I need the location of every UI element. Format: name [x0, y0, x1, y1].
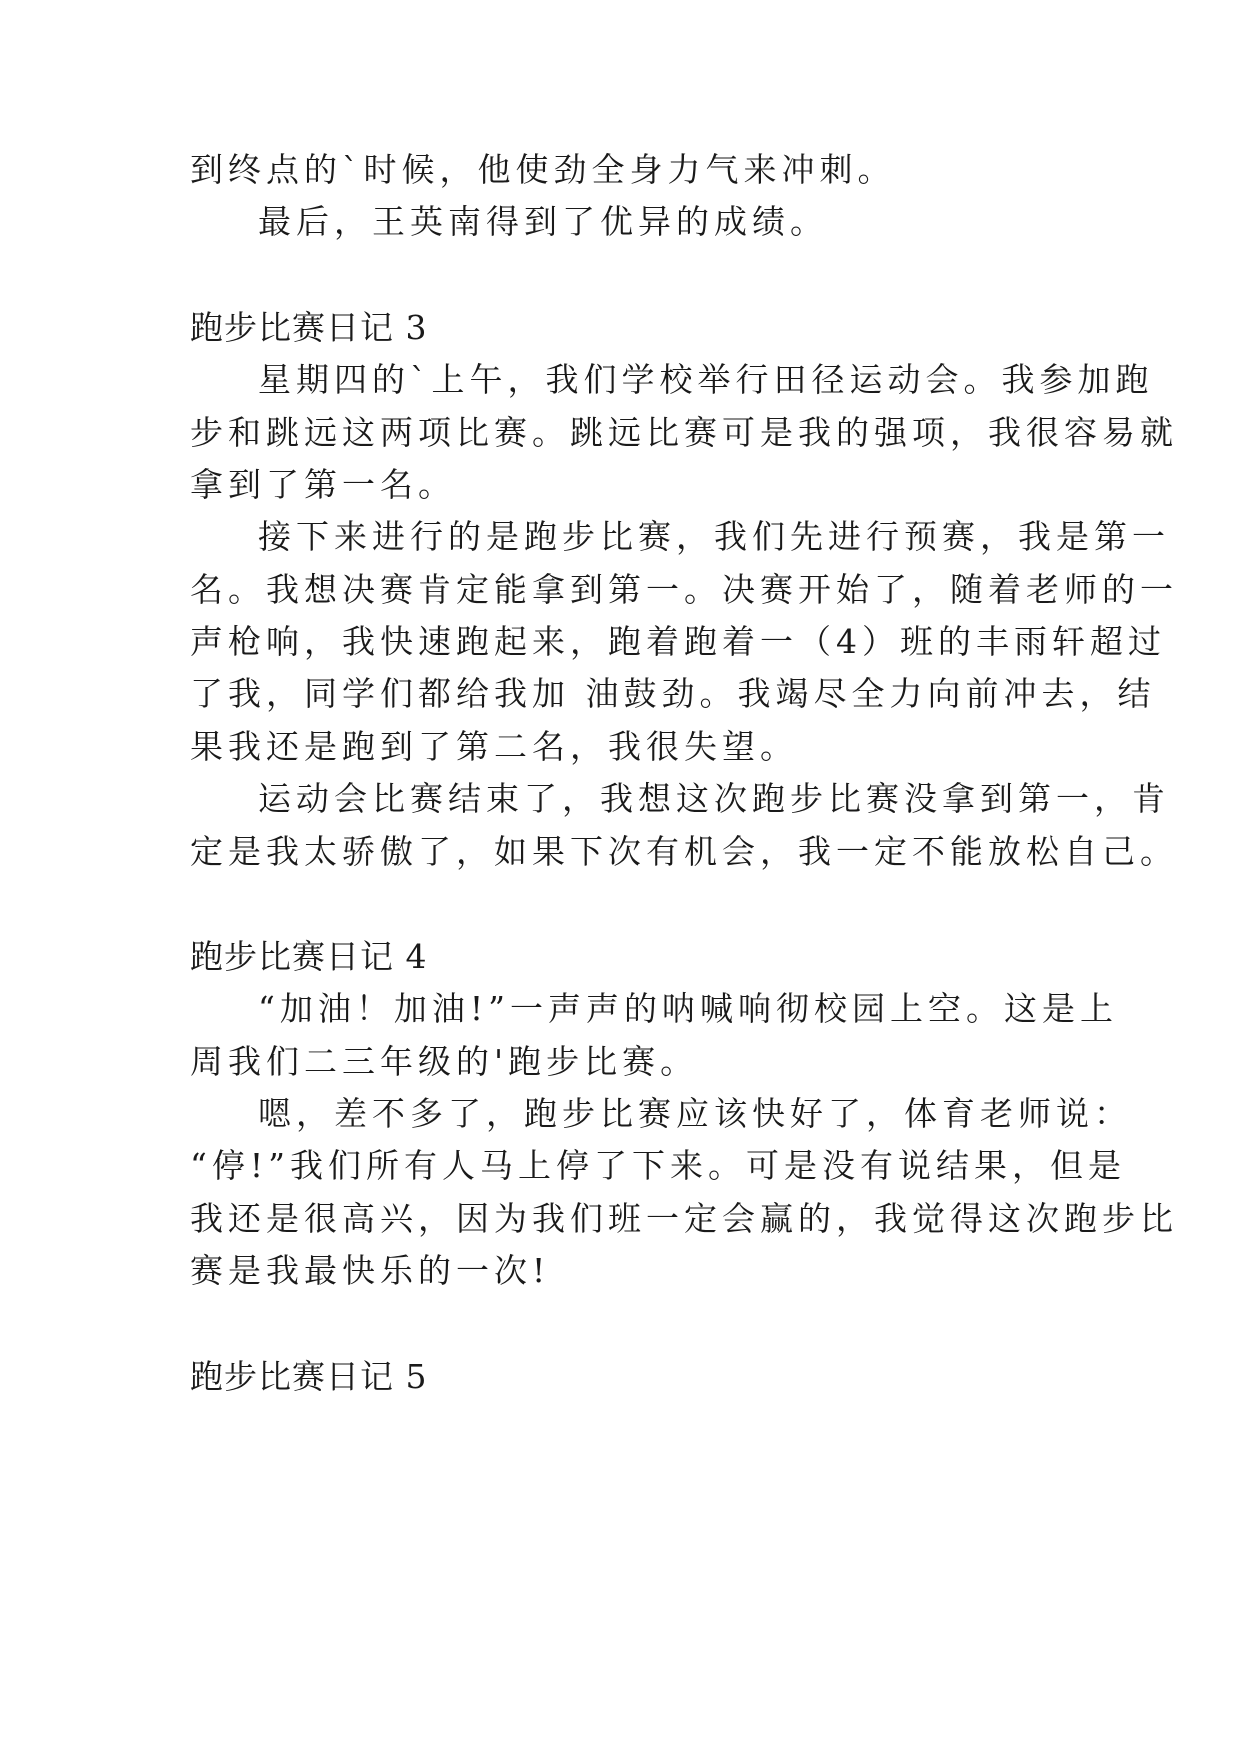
paragraph-line: 赛是我最快乐的一次! — [190, 1251, 551, 1290]
paragraph-line: 拿到了第一名。 — [190, 465, 456, 504]
paragraph-line: 接下来进行的是跑步比赛，我们先进行预赛，我是第一 — [258, 517, 1170, 556]
paragraph-line: 最后，王英南得到了优异的成绩。 — [258, 202, 828, 241]
paragraph-line: 嗯，差不多了，跑步比赛应该快好了，体育老师说： — [258, 1094, 1132, 1133]
paragraph-line: 步和跳远这两项比赛。跳远比赛可是我的强项，我很容易就 — [190, 413, 1178, 452]
paragraph-line: 我还是很高兴，因为我们班一定会赢的，我觉得这次跑步比 — [190, 1199, 1178, 1238]
paragraph-line: 果我还是跑到了第二名，我很失望。 — [190, 727, 798, 766]
paragraph-line: 名。我想决赛肯定能拿到第一。决赛开始了，随着老师的一 — [190, 570, 1178, 609]
section-heading-4: 跑步比赛日记 4 — [190, 937, 428, 976]
paragraph-line: 了我，同学们都给我加 油鼓劲。我竭尽全力向前冲去，结 — [190, 674, 1156, 713]
paragraph-line: 运动会比赛结束了，我想这次跑步比赛没拿到第一，肯 — [258, 779, 1170, 818]
paragraph-line: “停!”我们所有人马上停了下来。可是没有说结果，但是 — [190, 1146, 1127, 1185]
paragraph-line: 定是我太骄傲了，如果下次有机会，我一定不能放松自己。 — [190, 832, 1178, 871]
section-heading-5: 跑步比赛日记 5 — [190, 1357, 428, 1396]
paragraph-line: 声枪响，我快速跑起来，跑着跑着一（4）班的丰雨轩超过 — [190, 622, 1166, 661]
paragraph-line: 到终点的`时候，他使劲全身力气来冲刺。 — [190, 150, 896, 189]
paragraph-line: 周我们二三年级的'跑步比赛。 — [190, 1042, 699, 1081]
paragraph-line: “加油！加油!”一声声的呐喊响彻校园上空。这是上 — [258, 989, 1119, 1028]
paragraph-line: 星期四的`上午，我们学校举行田径运动会。我参加跑 — [258, 360, 1154, 399]
section-heading-3: 跑步比赛日记 3 — [190, 308, 428, 347]
